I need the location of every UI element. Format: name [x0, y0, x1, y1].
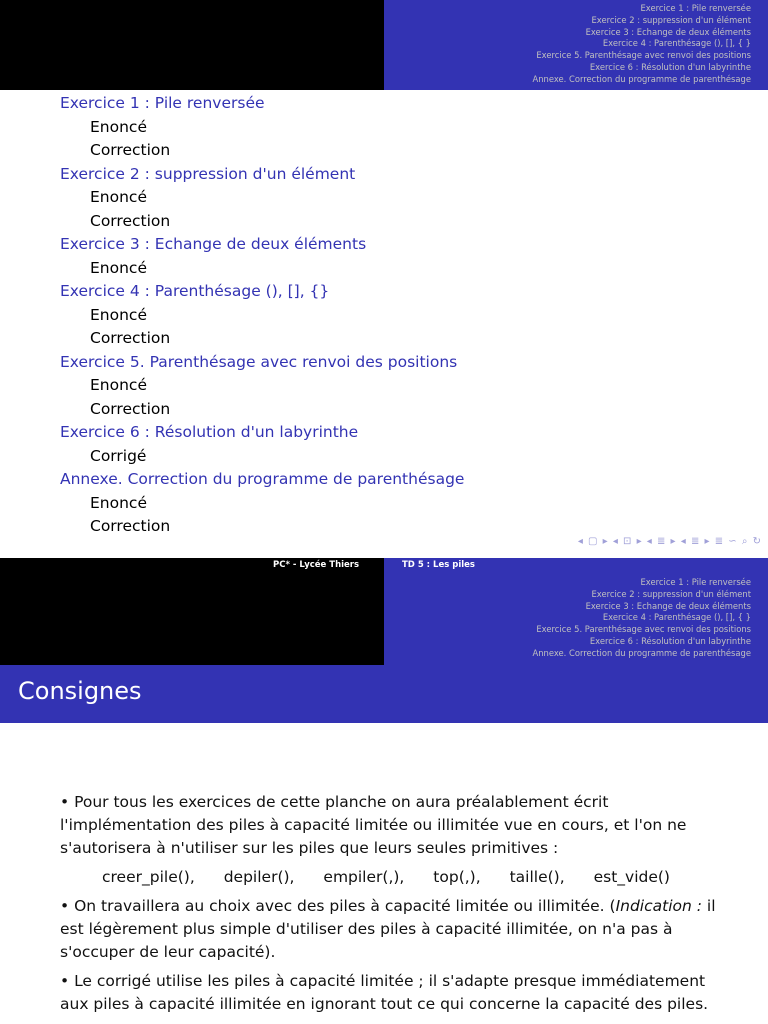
toc-subsection[interactable]: Enoncé	[90, 258, 147, 277]
primitive-item: est_vide()	[593, 868, 670, 886]
header-nav-link[interactable]: Exercice 5. Parenthésage avec renvoi des positions	[536, 624, 751, 635]
toc-section[interactable]: Exercice 6 : Résolution d'un labyrinthe	[60, 423, 359, 441]
indication-label: Indication :	[615, 897, 702, 915]
header-section-nav	[532, 577, 751, 660]
toc-section[interactable]: Exercice 5. Parenthésage avec renvoi des positions	[60, 352, 458, 371]
toc-section[interactable]: Exercice 3 : Echange de deux éléments	[60, 235, 367, 253]
slide-header	[0, 0, 768, 90]
toc-section[interactable]: Annexe. Correction du programme de parenthésage	[60, 470, 465, 488]
header-nav-link[interactable]: Exercice 4 : Parenthésage (), [], { }	[602, 38, 751, 49]
header-document-title: TD 5 : Les piles	[402, 560, 475, 570]
slide-header	[0, 558, 768, 665]
beamer-navigation-icons[interactable]: ◂ ▢ ▸ ◂ ⊡ ▸ ◂ ≣ ▸ ◂ ≣ ▸ ≣ ∽ ⌕ ↻	[577, 536, 762, 547]
toc-subsection[interactable]: Enoncé	[90, 117, 147, 136]
header-nav-link[interactable]: Exercice 2 : suppression d'un élément	[591, 588, 751, 599]
header-nav-link[interactable]: Exercice 6 : Résolution d'un labyrinthe	[589, 635, 751, 646]
header-left-panel	[0, 0, 384, 90]
header-nav-link[interactable]: Exercice 6 : Résolution d'un labyrinthe	[589, 61, 751, 72]
instruction-paragraph: • Le corrigé utilise les piles à capacité limitée ; il s'adapte presque immédiatement aux piles à capacité illimitée en ignorant tout ce qui concerne la capacité des piles.	[60, 972, 709, 1013]
primitive-item: depiler(),	[223, 868, 295, 886]
slide-body	[60, 791, 720, 1022]
toc-subsection[interactable]: Correction	[90, 399, 171, 418]
header-nav-link[interactable]: Exercice 3 : Echange de deux éléments	[585, 26, 751, 37]
instruction-paragraph: • Pour tous les exercices de cette planche on aura préalablement écrit l'implémentation des piles à capacité limitée ou illimitée vue en cours, et l'on ne s'autorisera à n'utiliser sur les piles que leurs seules primitives :	[60, 793, 687, 857]
toc-subsection[interactable]: Correction	[90, 329, 171, 347]
toc-subsection[interactable]: Corrigé	[90, 446, 147, 465]
header-left-panel	[0, 558, 384, 665]
primitive-item: empiler(,),	[323, 868, 405, 886]
toc-section[interactable]: Exercice 1 : Pile renversée	[60, 94, 265, 112]
header-nav-link[interactable]: Exercice 1 : Pile renversée	[640, 577, 751, 587]
primitive-item: taille(),	[509, 868, 565, 886]
header-nav-link[interactable]: Exercice 2 : suppression d'un élément	[591, 14, 751, 25]
header-nav-link[interactable]: Annexe. Correction du programme de parenthésage	[532, 73, 751, 84]
toc-subsection[interactable]: Enoncé	[90, 188, 147, 206]
toc-subsection[interactable]: Enoncé	[90, 493, 147, 512]
toc-subsection[interactable]: Correction	[90, 517, 171, 535]
toc-section[interactable]: Exercice 2 : suppression d'un élément	[60, 164, 356, 183]
header-nav-link[interactable]: Exercice 5. Parenthésage avec renvoi des positions	[536, 50, 751, 61]
primitive-item: top(,),	[433, 868, 481, 886]
toc-subsection[interactable]: Enoncé	[90, 305, 147, 324]
header-section-nav	[532, 3, 751, 86]
instruction-paragraph	[60, 895, 720, 964]
frame-title-bar	[0, 665, 768, 723]
header-institution: PC* - Lycée Thiers	[273, 560, 360, 570]
primitives-list	[102, 866, 720, 889]
toc-section[interactable]: Exercice 4 : Parenthésage (), [], {}	[60, 282, 330, 300]
toc-subsection[interactable]: Enoncé	[90, 376, 147, 394]
header-nav-link[interactable]: Annexe. Correction du programme de parenthésage	[532, 647, 751, 658]
primitive-item: creer_pile(),	[102, 868, 195, 886]
frame-title: Consignes	[18, 677, 142, 705]
paragraph-text: • On travaillera au choix avec des piles à capacité limitée ou illimitée. (	[60, 897, 616, 915]
header-nav-link[interactable]: Exercice 4 : Parenthésage (), [], { }	[602, 612, 751, 623]
toc-subsection[interactable]: Correction	[90, 141, 171, 159]
header-nav-link[interactable]: Exercice 1 : Pile renversée	[640, 3, 751, 13]
paragraph-text: il est légèrement plus simple d'utiliser des piles à capacité illimitée, on n'a pas à s'occuper de leur capacité).	[60, 897, 716, 961]
header-nav-link[interactable]: Exercice 3 : Echange de deux éléments	[585, 600, 751, 611]
table-of-contents	[60, 92, 464, 539]
slide-consignes	[0, 558, 768, 1024]
toc-subsection[interactable]: Correction	[90, 211, 171, 230]
